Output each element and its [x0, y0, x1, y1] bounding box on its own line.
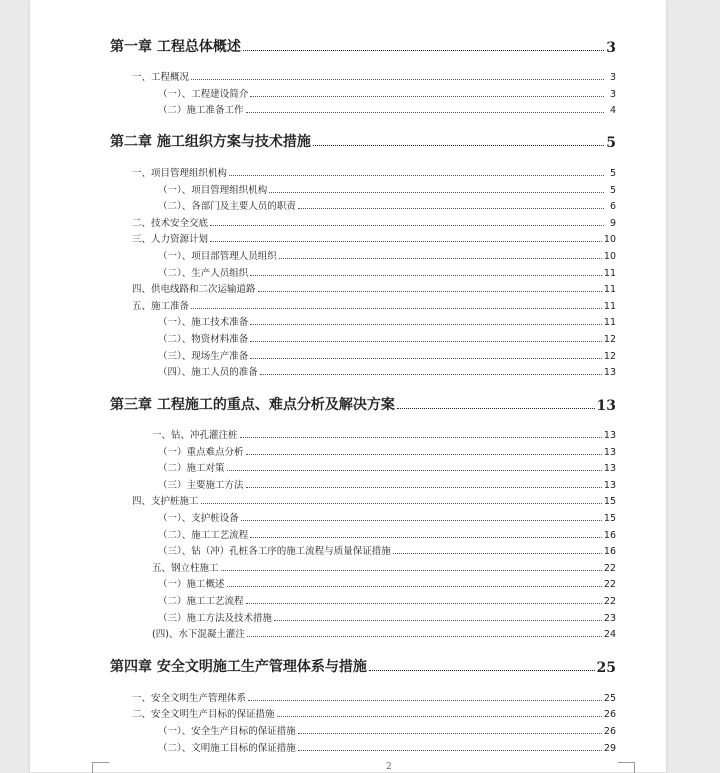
- toc-entry-title: 五、钢立柱施工: [152, 563, 219, 574]
- toc-entry[interactable]: [132, 213, 616, 229]
- dot-leader: [201, 503, 602, 504]
- toc-entry[interactable]: [158, 346, 616, 362]
- dot-leader: [247, 636, 602, 637]
- toc-entry[interactable]: [158, 196, 616, 212]
- toc-entry[interactable]: [158, 329, 616, 345]
- toc-entry-title: （三）施工方法及技术措施: [158, 613, 273, 624]
- toc-chapter-entry[interactable]: [110, 654, 616, 676]
- toc-entry-title: （一）、工程建设简介: [158, 89, 249, 100]
- toc-entry-title: （二）、各部门及主要人员的职责: [158, 201, 296, 212]
- toc-entry-page: 12: [603, 351, 616, 362]
- dot-leader: [229, 175, 604, 176]
- dot-leader: [227, 470, 602, 471]
- toc-entry-page: 26: [603, 726, 616, 737]
- toc-entry-page: 13: [603, 447, 616, 458]
- toc-entry-title: （二）施工准备工作: [158, 105, 244, 116]
- toc-entry[interactable]: [158, 591, 616, 607]
- toc-entry-page: 4: [609, 105, 616, 116]
- toc-entry-page: 24: [603, 629, 616, 640]
- dot-leader: [248, 700, 602, 701]
- toc-entry-page: 13: [596, 398, 616, 414]
- toc-entry-page: 11: [603, 301, 616, 312]
- dot-leader: [227, 586, 602, 587]
- dot-leader: [210, 241, 602, 242]
- toc-entry[interactable]: [132, 229, 616, 245]
- toc-entry-page: 13: [603, 367, 616, 378]
- toc-entry-page: 16: [603, 530, 616, 541]
- toc-entry[interactable]: [132, 704, 616, 720]
- toc-entry-title: 一、工程概况: [132, 72, 190, 83]
- dot-leader: [298, 750, 602, 751]
- dot-leader: [250, 358, 602, 359]
- dot-leader: [269, 192, 604, 193]
- toc-entry-page: 10: [603, 234, 616, 245]
- toc-entry-title: 四、供电线路和二次运输道路: [132, 284, 256, 295]
- toc-entry-title: 第二章 施工组织方案与技术措施: [110, 134, 311, 150]
- dot-leader: [246, 487, 602, 488]
- toc-entry-page: 13: [603, 463, 616, 474]
- toc-entry-title: （一）、施工技术准备: [158, 317, 249, 328]
- toc-entry[interactable]: [132, 67, 616, 83]
- toc-entry[interactable]: [132, 688, 616, 704]
- toc-entry-title: 第四章 安全文明施工生产管理体系与措施: [110, 659, 367, 675]
- toc-entry-page: 13: [603, 430, 616, 441]
- toc-entry[interactable]: [158, 525, 616, 541]
- toc-entry-page: 5: [606, 135, 616, 151]
- toc-entry[interactable]: [158, 312, 616, 328]
- dot-leader: [250, 96, 604, 97]
- dot-leader: [221, 570, 602, 571]
- toc-entry-page: 22: [603, 596, 616, 607]
- toc-entry-page: 6: [609, 201, 616, 212]
- toc-entry-title: 五、施工准备: [132, 301, 190, 312]
- toc-entry-title: 第一章 工程总体概述: [110, 39, 241, 55]
- dot-leader: [250, 275, 602, 276]
- toc-entry-title: 二、技术安全交底: [132, 218, 209, 229]
- dot-leader: [369, 670, 595, 671]
- dot-leader: [250, 341, 602, 342]
- toc-entry-page: 25: [596, 660, 616, 676]
- dot-leader: [240, 437, 602, 438]
- toc-entry-title: （一）重点难点分析: [158, 447, 244, 458]
- toc-entry[interactable]: [158, 263, 616, 279]
- toc-entry-page: 23: [603, 613, 616, 624]
- toc-entry-title: （二）、施工工艺流程: [158, 530, 249, 541]
- toc-entry-title: 一、钻、冲孔灌注桩: [152, 430, 238, 441]
- toc-chapter-entry[interactable]: [110, 392, 616, 414]
- toc-chapter-entry[interactable]: [110, 34, 616, 56]
- toc-entry-page: 3: [606, 40, 616, 56]
- toc-entry-page: 11: [603, 284, 616, 295]
- dot-leader: [191, 308, 602, 309]
- toc-entry[interactable]: [158, 100, 616, 116]
- toc-entry[interactable]: [158, 541, 616, 557]
- toc-entry[interactable]: [158, 574, 616, 590]
- dot-leader: [250, 537, 602, 538]
- toc-entry-page: 12: [603, 334, 616, 345]
- crop-mark-left: [92, 762, 109, 773]
- dot-leader: [191, 79, 604, 80]
- toc-entry-page: 3: [609, 72, 616, 83]
- toc-entry[interactable]: [158, 475, 616, 491]
- toc-entry-title: （三）、钻（冲）孔桩各工序的施工流程与质量保证措施: [158, 546, 391, 557]
- toc-entry-page: 9: [609, 218, 616, 229]
- toc-entry[interactable]: [152, 425, 616, 441]
- dot-leader: [246, 603, 602, 604]
- toc-entry-title: （一）施工概述: [158, 579, 225, 590]
- dot-leader: [250, 324, 602, 325]
- toc-entry-title: （三）、现场生产准备: [158, 351, 249, 362]
- toc-entry-page: 10: [603, 251, 616, 262]
- toc-entry-page: 16: [603, 546, 616, 557]
- toc-entry-title: 第三章 工程施工的重点、难点分析及解决方案: [110, 397, 395, 413]
- toc-entry-title: （二）施工工艺流程: [158, 596, 244, 607]
- toc-entry[interactable]: [152, 624, 616, 640]
- toc-entry-title: 四、支护桩施工: [132, 496, 199, 507]
- toc-entry[interactable]: [158, 180, 616, 196]
- toc-entry-title: （三）主要施工方法: [158, 480, 244, 491]
- toc-entry[interactable]: [132, 296, 616, 312]
- toc-entry[interactable]: [132, 279, 616, 295]
- toc-entry-title: 一、安全文明生产管理体系: [132, 693, 247, 704]
- toc-entry[interactable]: [132, 163, 616, 179]
- dot-leader: [397, 408, 595, 409]
- dot-leader: [241, 520, 602, 521]
- dot-leader: [279, 258, 602, 259]
- toc-entry-page: 22: [603, 563, 616, 574]
- toc-entry-page: 5: [609, 185, 616, 196]
- toc-entry[interactable]: [158, 738, 616, 754]
- toc-entry-title: （二）、文明施工目标的保证措施: [158, 743, 296, 754]
- dot-leader: [243, 50, 604, 51]
- toc-entry-page: 11: [603, 317, 616, 328]
- toc-entry[interactable]: [158, 246, 616, 262]
- dot-leader: [258, 291, 602, 292]
- dot-leader: [313, 145, 604, 146]
- toc-entry-page: 25: [603, 693, 616, 704]
- toc-entry-page: 5: [609, 168, 616, 179]
- dot-leader: [260, 374, 602, 375]
- toc-entry-page: 29: [603, 743, 616, 754]
- toc-entry[interactable]: [158, 442, 616, 458]
- dot-leader: [277, 716, 602, 717]
- toc-entry[interactable]: [158, 458, 616, 474]
- toc-entry-page: 15: [603, 513, 616, 524]
- document-page: [30, 0, 666, 772]
- toc-entry-title: (四)、水下混凝土灌注: [152, 629, 245, 640]
- dot-leader: [274, 620, 602, 621]
- dot-leader: [393, 553, 602, 554]
- toc-entry-title: （一）、安全生产目标的保证措施: [158, 726, 296, 737]
- toc-entry[interactable]: [152, 558, 616, 574]
- toc-entry-title: （一）、支护桩设备: [158, 513, 239, 524]
- toc-entry[interactable]: [158, 84, 616, 100]
- page-number: 2: [386, 762, 392, 772]
- toc-entry[interactable]: [158, 721, 616, 737]
- toc-entry[interactable]: [158, 362, 616, 378]
- toc-entry-title: （二）施工对策: [158, 463, 225, 474]
- toc-entry[interactable]: [158, 608, 616, 624]
- toc-entry-page: 11: [603, 268, 616, 279]
- toc-entry-page: 22: [603, 579, 616, 590]
- toc-entry-title: （四）、施工人员的准备: [158, 367, 258, 378]
- toc-entry-page: 26: [603, 709, 616, 720]
- toc-entry-title: （一）、项目管理组织机构: [158, 185, 268, 196]
- dot-leader: [298, 733, 602, 734]
- toc-entry-title: （二）、物资材料准备: [158, 334, 249, 345]
- dot-leader: [298, 208, 604, 209]
- dot-leader: [210, 225, 604, 226]
- dot-leader: [246, 454, 602, 455]
- toc-entry-title: （一）、项目部管理人员组织: [158, 251, 277, 262]
- toc-chapter-entry[interactable]: [110, 129, 616, 151]
- toc-entry-page: 3: [609, 89, 616, 100]
- crop-mark-right: [618, 762, 635, 773]
- dot-leader: [246, 112, 604, 113]
- toc-entry[interactable]: [132, 491, 616, 507]
- toc-entry-title: 三、人力资源计划: [132, 234, 209, 245]
- toc-entry-page: 13: [603, 480, 616, 491]
- toc-entry[interactable]: [158, 508, 616, 524]
- toc-entry-title: 一、项目管理组织机构: [132, 168, 228, 179]
- toc-entry-title: 二、安全文明生产目标的保证措施: [132, 709, 275, 720]
- toc-entry-page: 15: [603, 496, 616, 507]
- toc-entry-title: （二）、生产人员组织: [158, 268, 249, 279]
